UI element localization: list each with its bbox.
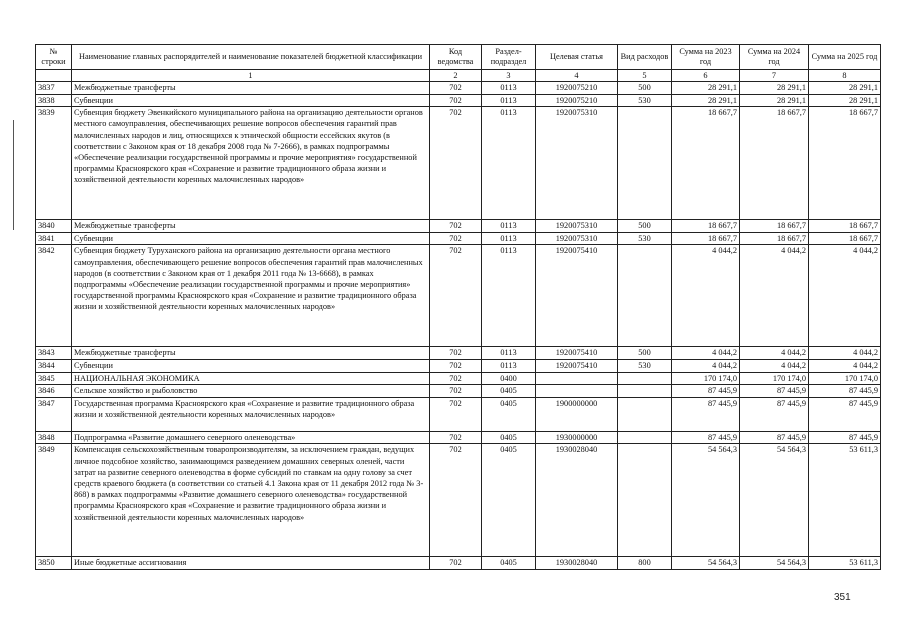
column-number: 8 — [809, 70, 881, 82]
row-target-article: 1900000000 — [536, 397, 618, 431]
row-sum-2025: 53 611,3 — [809, 557, 881, 570]
row-target-article: 1920075410 — [536, 359, 618, 372]
row-sum-2025: 87 445,9 — [809, 397, 881, 431]
column-number — [36, 70, 72, 82]
row-sum-2024: 18 667,7 — [740, 107, 809, 220]
row-expense-type: 530 — [618, 359, 672, 372]
row-sum-2023: 4 044,2 — [672, 347, 740, 360]
row-department-code: 702 — [430, 82, 482, 95]
row-number: 3838 — [36, 94, 72, 107]
row-name: Межбюджетные трансферты — [72, 220, 430, 233]
row-section: 0405 — [482, 397, 536, 431]
row-sum-2023: 28 291,1 — [672, 82, 740, 95]
row-section: 0113 — [482, 347, 536, 360]
row-department-code: 702 — [430, 397, 482, 431]
margin-mark — [13, 120, 14, 230]
row-sum-2023: 54 564,3 — [672, 444, 740, 557]
row-target-article: 1920075210 — [536, 82, 618, 95]
row-number: 3850 — [36, 557, 72, 570]
row-department-code: 702 — [430, 94, 482, 107]
row-number: 3839 — [36, 107, 72, 220]
row-expense-type — [618, 107, 672, 220]
table-row — [36, 372, 881, 385]
row-sum-2023: 4 044,2 — [672, 359, 740, 372]
row-sum-2024: 87 445,9 — [740, 397, 809, 431]
row-name: Субвенции — [72, 232, 430, 245]
row-sum-2024: 87 445,9 — [740, 431, 809, 444]
column-number: 1 — [72, 70, 430, 82]
row-expense-type: 500 — [618, 82, 672, 95]
row-expense-type — [618, 385, 672, 398]
row-department-code: 702 — [430, 107, 482, 220]
row-target-article — [536, 372, 618, 385]
row-number: 3840 — [36, 220, 72, 233]
row-department-code: 702 — [430, 220, 482, 233]
header-sum-2025: Сумма на 2025 год — [809, 45, 881, 70]
row-target-article: 1920075210 — [536, 94, 618, 107]
row-sum-2024: 170 174,0 — [740, 372, 809, 385]
row-sum-2025: 170 174,0 — [809, 372, 881, 385]
column-number: 2 — [430, 70, 482, 82]
row-target-article: 1930028040 — [536, 444, 618, 557]
column-number: 6 — [672, 70, 740, 82]
row-sum-2025: 53 611,3 — [809, 444, 881, 557]
row-sum-2023: 170 174,0 — [672, 372, 740, 385]
row-sum-2024: 4 044,2 — [740, 245, 809, 347]
row-target-article: 1930000000 — [536, 431, 618, 444]
row-sum-2024: 18 667,7 — [740, 220, 809, 233]
row-sum-2023: 54 564,3 — [672, 557, 740, 570]
row-sum-2025: 18 667,7 — [809, 220, 881, 233]
row-name: Сельское хозяйство и рыболовство — [72, 385, 430, 398]
row-number: 3845 — [36, 372, 72, 385]
row-sum-2025: 4 044,2 — [809, 245, 881, 347]
table-row — [36, 444, 881, 557]
row-department-code: 702 — [430, 444, 482, 557]
row-sum-2025: 4 044,2 — [809, 347, 881, 360]
table-row — [36, 385, 881, 398]
row-expense-type: 530 — [618, 232, 672, 245]
row-target-article: 1920075310 — [536, 232, 618, 245]
column-number: 3 — [482, 70, 536, 82]
row-number: 3837 — [36, 82, 72, 95]
header-name: Наименование главных распорядителей и наименование показателей бюджетной классификации — [72, 45, 430, 70]
row-expense-type: 500 — [618, 347, 672, 360]
row-department-code: 702 — [430, 232, 482, 245]
header-row-number: № строки — [36, 45, 72, 70]
row-expense-type — [618, 372, 672, 385]
row-expense-type: 800 — [618, 557, 672, 570]
table-row — [36, 557, 881, 570]
table-row — [36, 347, 881, 360]
row-expense-type — [618, 397, 672, 431]
row-number: 3841 — [36, 232, 72, 245]
row-sum-2024: 4 044,2 — [740, 347, 809, 360]
header-sum-2023: Сумма на 2023 год — [672, 45, 740, 70]
column-number: 7 — [740, 70, 809, 82]
row-sum-2025: 28 291,1 — [809, 82, 881, 95]
row-target-article: 1930028040 — [536, 557, 618, 570]
row-name: Государственная программа Красноярского края «Сохранение и развитие традиционного образа жизни и хозяйственной деятельности коренных малочисленных народов» — [72, 397, 430, 431]
row-name: Межбюджетные трансферты — [72, 82, 430, 95]
row-name: Субвенция бюджету Эвенкийского муниципального района на организацию деятельности органов местного самоуправления, обеспечивающих решение вопросов обеспечения гарантий прав малочисленных народов и лиц, относящихся к этнической общности ессейских якутов (в соответствии с Законом края от 18 декабря 2008 года № 7-2666), в рамках подпрограммы «Обеспечение реализации государственной программы и прочие мероприятия» государственной программы Красноярского края «Сохранение и развитие традиционного образа жизни и хозяйственной деятельности коренных малочисленных народов» — [72, 107, 430, 220]
row-name: Иные бюджетные ассигнования — [72, 557, 430, 570]
row-name: Субвенция бюджету Туруханского района на организацию деятельности органа местного самоуправления, обеспечивающего решение вопросов обеспечения гарантий прав малочисленных народов (в соответствии с Законом края от 1 декабря 2011 года № 13-6668), в рамках подпрограммы «Обеспечение реализации государственной программы и прочие мероприятия» государственной программы Красноярского края «Сохранение и развитие традиционного образа жизни и хозяйственной деятельности коренных малочисленных народов» — [72, 245, 430, 347]
row-number: 3848 — [36, 431, 72, 444]
row-number: 3846 — [36, 385, 72, 398]
row-sum-2023: 87 445,9 — [672, 397, 740, 431]
row-sum-2023: 18 667,7 — [672, 107, 740, 220]
row-target-article: 1920075410 — [536, 245, 618, 347]
row-sum-2024: 18 667,7 — [740, 232, 809, 245]
row-sum-2025: 4 044,2 — [809, 359, 881, 372]
row-section: 0405 — [482, 557, 536, 570]
row-sum-2024: 28 291,1 — [740, 94, 809, 107]
row-number: 3849 — [36, 444, 72, 557]
row-number: 3843 — [36, 347, 72, 360]
row-expense-type: 530 — [618, 94, 672, 107]
row-sum-2024: 54 564,3 — [740, 557, 809, 570]
row-sum-2025: 18 667,7 — [809, 107, 881, 220]
row-sum-2024: 28 291,1 — [740, 82, 809, 95]
row-section: 0113 — [482, 82, 536, 95]
row-department-code: 702 — [430, 431, 482, 444]
row-expense-type — [618, 245, 672, 347]
table-row — [36, 232, 881, 245]
row-sum-2025: 87 445,9 — [809, 385, 881, 398]
row-number: 3842 — [36, 245, 72, 347]
page-number: 351 — [834, 592, 851, 603]
row-name: Подпрограмма «Развитие домашнего северного оленеводства» — [72, 431, 430, 444]
row-section: 0113 — [482, 220, 536, 233]
row-target-article: 1920075410 — [536, 347, 618, 360]
table-row — [36, 245, 881, 347]
column-number: 5 — [618, 70, 672, 82]
row-sum-2023: 28 291,1 — [672, 94, 740, 107]
table-row — [36, 220, 881, 233]
row-sum-2023: 87 445,9 — [672, 431, 740, 444]
table-row — [36, 94, 881, 107]
column-number: 4 — [536, 70, 618, 82]
row-target-article: 1920075310 — [536, 220, 618, 233]
row-expense-type — [618, 431, 672, 444]
row-section: 0113 — [482, 245, 536, 347]
row-department-code: 702 — [430, 557, 482, 570]
row-number: 3847 — [36, 397, 72, 431]
row-section: 0405 — [482, 431, 536, 444]
row-department-code: 702 — [430, 372, 482, 385]
row-section: 0405 — [482, 444, 536, 557]
row-department-code: 702 — [430, 359, 482, 372]
row-section: 0400 — [482, 372, 536, 385]
row-sum-2024: 4 044,2 — [740, 359, 809, 372]
row-expense-type: 500 — [618, 220, 672, 233]
row-name: НАЦИОНАЛЬНАЯ ЭКОНОМИКА — [72, 372, 430, 385]
row-name: Субвенции — [72, 359, 430, 372]
header-sum-2024: Сумма на 2024 год — [740, 45, 809, 70]
header-target-article: Целевая статья — [536, 45, 618, 70]
row-sum-2023: 87 445,9 — [672, 385, 740, 398]
row-name: Компенсация сельскохозяйственным товаропроизводителям, за исключением граждан, ведущих личное подсобное хозяйство, занимающимся разведением домашних северных оленей, части затрат на развитие северного оленеводства в форме субсидий по ставкам на одну голову за счет средств краевого бюджета (в соответствии со статьей 4.1 Закона края от 11 декабря 2012 года № 3-868) в рамках подпрограммы «Развитие домашнего северного оленеводства» государственной программы Красноярского края «Сохранение и развитие традиционного образа жизни и хозяйственной деятельности коренных малочисленных народов» — [72, 444, 430, 557]
row-sum-2025: 18 667,7 — [809, 232, 881, 245]
row-sum-2023: 18 667,7 — [672, 232, 740, 245]
row-section: 0113 — [482, 107, 536, 220]
table-row — [36, 397, 881, 431]
row-section: 0113 — [482, 359, 536, 372]
table-row — [36, 359, 881, 372]
row-name: Субвенции — [72, 94, 430, 107]
row-sum-2025: 87 445,9 — [809, 431, 881, 444]
row-department-code: 702 — [430, 245, 482, 347]
row-number: 3844 — [36, 359, 72, 372]
row-section: 0113 — [482, 232, 536, 245]
row-section: 0405 — [482, 385, 536, 398]
header-expense-type: Вид расходов — [618, 45, 672, 70]
row-sum-2024: 54 564,3 — [740, 444, 809, 557]
table-row — [36, 107, 881, 220]
header-section: Раздел-подраздел — [482, 45, 536, 70]
table-row — [36, 82, 881, 95]
row-section: 0113 — [482, 94, 536, 107]
row-sum-2023: 4 044,2 — [672, 245, 740, 347]
row-target-article — [536, 385, 618, 398]
row-sum-2025: 28 291,1 — [809, 94, 881, 107]
header-department-code: Код ведомства — [430, 45, 482, 70]
row-sum-2023: 18 667,7 — [672, 220, 740, 233]
row-expense-type — [618, 444, 672, 557]
table-row — [36, 431, 881, 444]
budget-table — [35, 44, 881, 570]
row-target-article: 1920075310 — [536, 107, 618, 220]
row-department-code: 702 — [430, 347, 482, 360]
row-department-code: 702 — [430, 385, 482, 398]
row-sum-2024: 87 445,9 — [740, 385, 809, 398]
row-name: Межбюджетные трансферты — [72, 347, 430, 360]
